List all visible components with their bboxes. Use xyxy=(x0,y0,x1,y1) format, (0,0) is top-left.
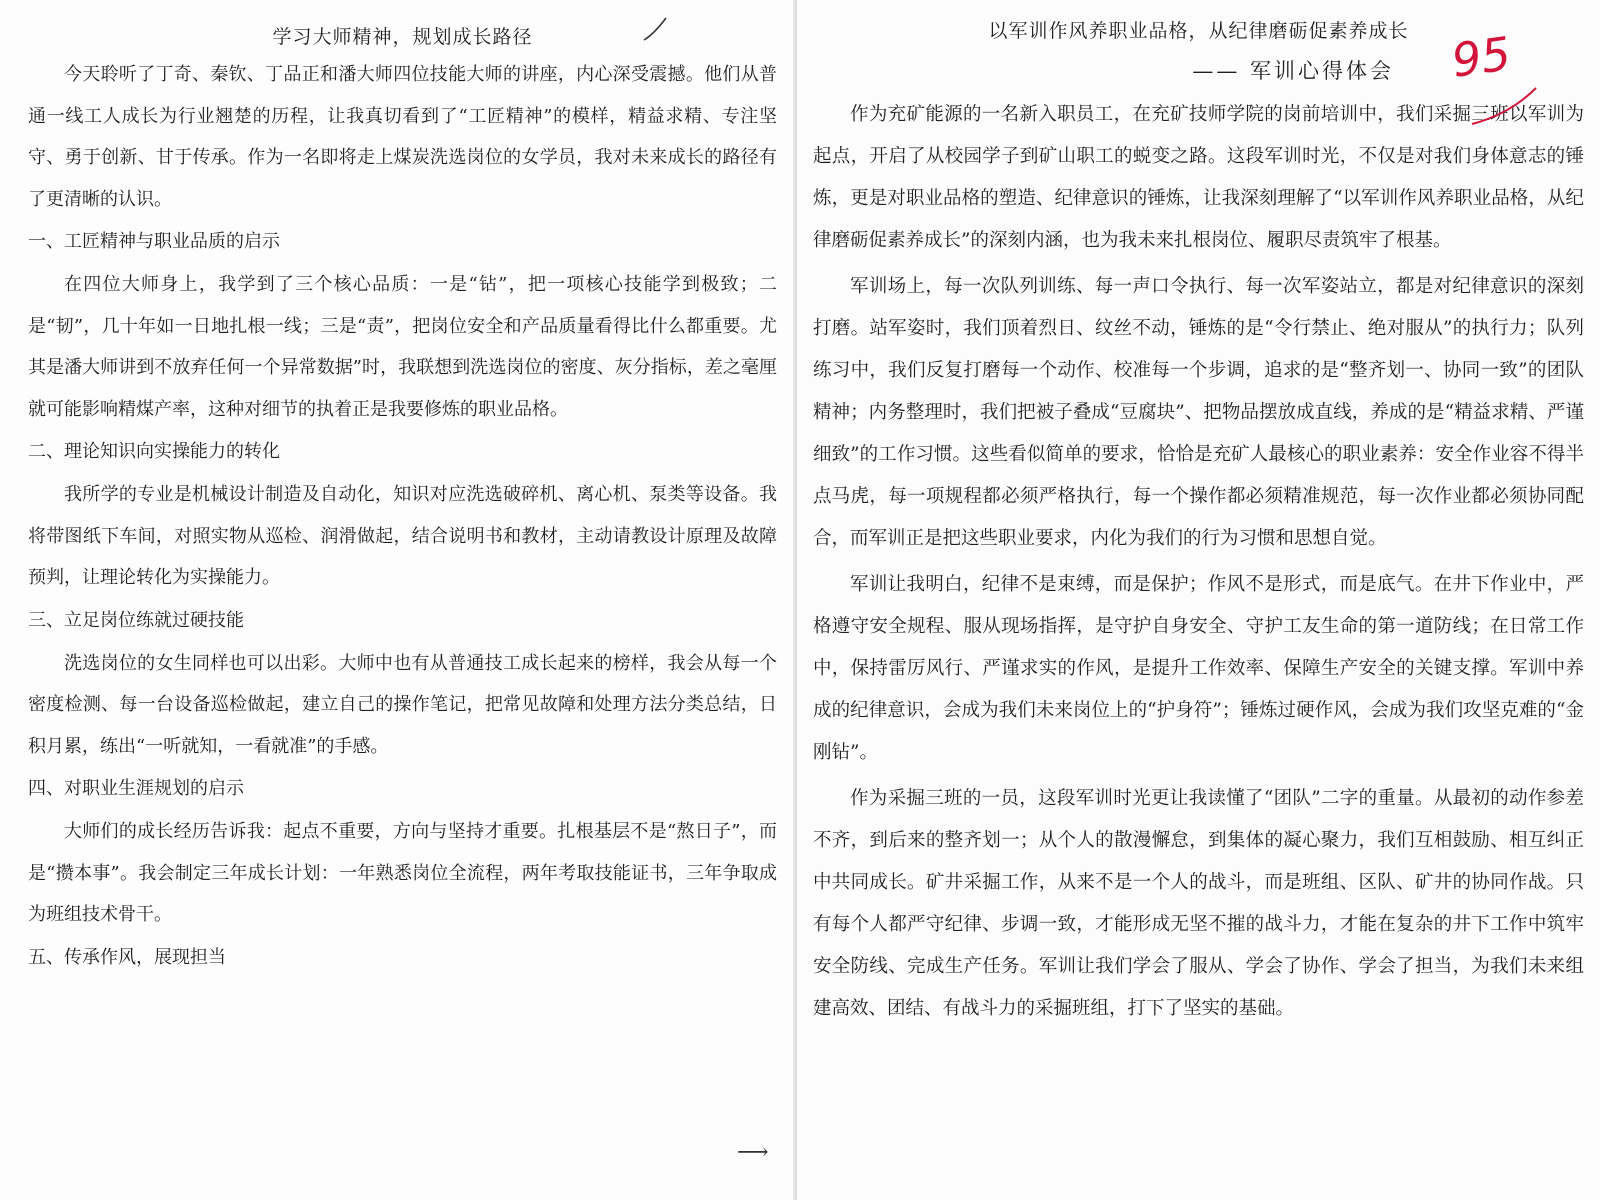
left-heading-1: 一、工匠精神与职业品质的启示 xyxy=(28,231,280,252)
right-essay-title: 以军训作风养职业品格，从纪律磨砺促素养成长 xyxy=(988,20,1409,42)
left-paragraph-4: 大师们的成长经历告诉我：起点不重要，方向与坚持才重要。扎根基层不是“熬日子”，而是“攒本事”。我会制定三年成长计划：一年熟悉岗位全流程，两年考取技能证书，三年争取成为班组技术骨干。 xyxy=(28,821,777,925)
right-page xyxy=(797,0,1600,1200)
left-paragraph-3: 洗选岗位的女生同样也可以出彩。大师中也有从普通技工成长起来的榜样，我会从每一个密度检测、每一台设备巡检做起，建立自己的操作笔记，把常见故障和处理方法分类总结，日积月累，练出“一听就知，一看就准”的手感。 xyxy=(28,652,777,757)
left-paragraph-2: 我所学的专业是机械设计制造及自动化，知识对应洗选破碎机、离心机、泵类等设备。我将带图纸下车间，对照实物从巡检、润滑做起，结合说明书和教材，主动请教设计原理及故障预判，让理论转化为实操能力。 xyxy=(28,484,777,588)
left-essay-title: 学习大师精神，规划成长路径 xyxy=(272,26,533,48)
left-heading-4: 四、对职业生涯规划的启示 xyxy=(28,778,244,799)
right-paragraph-3: 军训让我明白，纪律不是束缚，而是保护；作风不是形式，而是底气。在井下作业中，严格遵守安全规程、服从现场指挥，是守护自身安全、守护工友生命的第一道防线；在日常工作中，保持雷厉风行、严谨求实的作风，是提升工作效率、保障生产安全的关键支撑。军训中养成的纪律意识，会成为我们未来岗位上的“护身符”；锤炼过硬作风，会成为我们攻坚克难的“金刚钻”。 xyxy=(813,574,1584,763)
left-page xyxy=(0,0,795,1200)
check-tick-icon xyxy=(640,14,670,44)
left-intro-paragraph: 今天聆听了丁奇、秦钦、丁品正和潘大师四位技能大师的讲座，内心深受震撼。他们从普通一线工人成长为行业翘楚的历程，让我真切看到了“工匠精神”的模样，精益求精、专注坚守、勇于创新、甘于传承。作为一名即将走上煤炭洗选岗位的女学员，我对未来成长的路径有了更清晰的认识。 xyxy=(28,64,777,210)
left-heading-3: 三、立足岗位练就过硬技能 xyxy=(28,609,244,631)
left-heading-2: 二、理论知识向实操能力的转化 xyxy=(28,441,280,462)
continue-arrow-icon: ⟶ xyxy=(737,1140,769,1165)
left-paragraph-1: 在四位大师身上，我学到了三个核心品质：一是“钻”，把一项核心技能学到极致；二是“韧”，几十年如一日地扎根一线；三是“责”，把岗位安全和产品质量看得比什么都重要。尤其是潘大师讲到不放弃任何一个异常数据”时，我联想到洗选岗位的密度、灰分指标，差之毫厘就可能影响精煤产率，这种对细节的执着正是我要修炼的职业品格。 xyxy=(28,274,777,420)
right-paragraph-2: 军训场上，每一次队列训练、每一声口令执行、每一次军姿站立，都是对纪律意识的深刻打磨。站军姿时，我们顶着烈日、纹丝不动，锤炼的是“令行禁止、绝对服从”的执行力；队列练习中，我们反复打磨每一个动作、校准每一个步调，追求的是“整齐划一、协同一致”的团队精神；内务整理时，我们把被子叠成“豆腐块”、把物品摆放成直线，养成的是“精益求精、严谨细致”的工作习惯。这些看似简单的要求，恰恰是充矿人最核心的职业素养：安全作业容不得半点马虎，每一项规程都必须严格执行，每一个操作都必须精准规范，每一次作业都必须协同配合，而军训正是把这些职业要求，内化为我们的行为习惯和思想自觉。 xyxy=(813,276,1584,549)
grade-score: 95 xyxy=(1448,26,1515,88)
grade-underline-icon xyxy=(1470,80,1540,130)
right-paragraph-1: 作为充矿能源的一名新入职员工，在充矿技师学院的岗前培训中，我们采掘三班以军训为起点，开启了从校园学子到矿山职工的蜕变之路。这段军训时光，不仅是对我们身体意志的锤炼，更是对职业品格的塑造、纪律意识的锤炼，让我深刻理解了“以军训作风养职业品格，从纪律磨砺促素养成长”的深刻内涵，也为我未来扎根岗位、履职尽责筑牢了根基。 xyxy=(813,104,1584,251)
left-heading-5: 五、传承作风，展现担当 xyxy=(28,946,226,968)
right-essay-subtitle: —— 军训心得体会 xyxy=(1192,59,1394,83)
right-paragraph-4: 作为采掘三班的一员，这段军训时光更让我读懂了“团队”二字的重量。从最初的动作参差不齐，到后来的整齐划一；从个人的散漫懈怠，到集体的凝心聚力，我们互相鼓励、相互纠正中共同成长。矿井采掘工作，从来不是一个人的战斗，而是班组、区队、矿井的协同作战。只有每个人都严守纪律、步调一致，才能形成无坚不摧的战斗力，才能在复杂的井下工作中筑牢安全防线、完成生产任务。军训让我们学会了服从、学会了协作、学会了担当，为我们未来组建高效、团结、有战斗力的采掘班组，打下了坚实的基础。 xyxy=(813,788,1584,1019)
